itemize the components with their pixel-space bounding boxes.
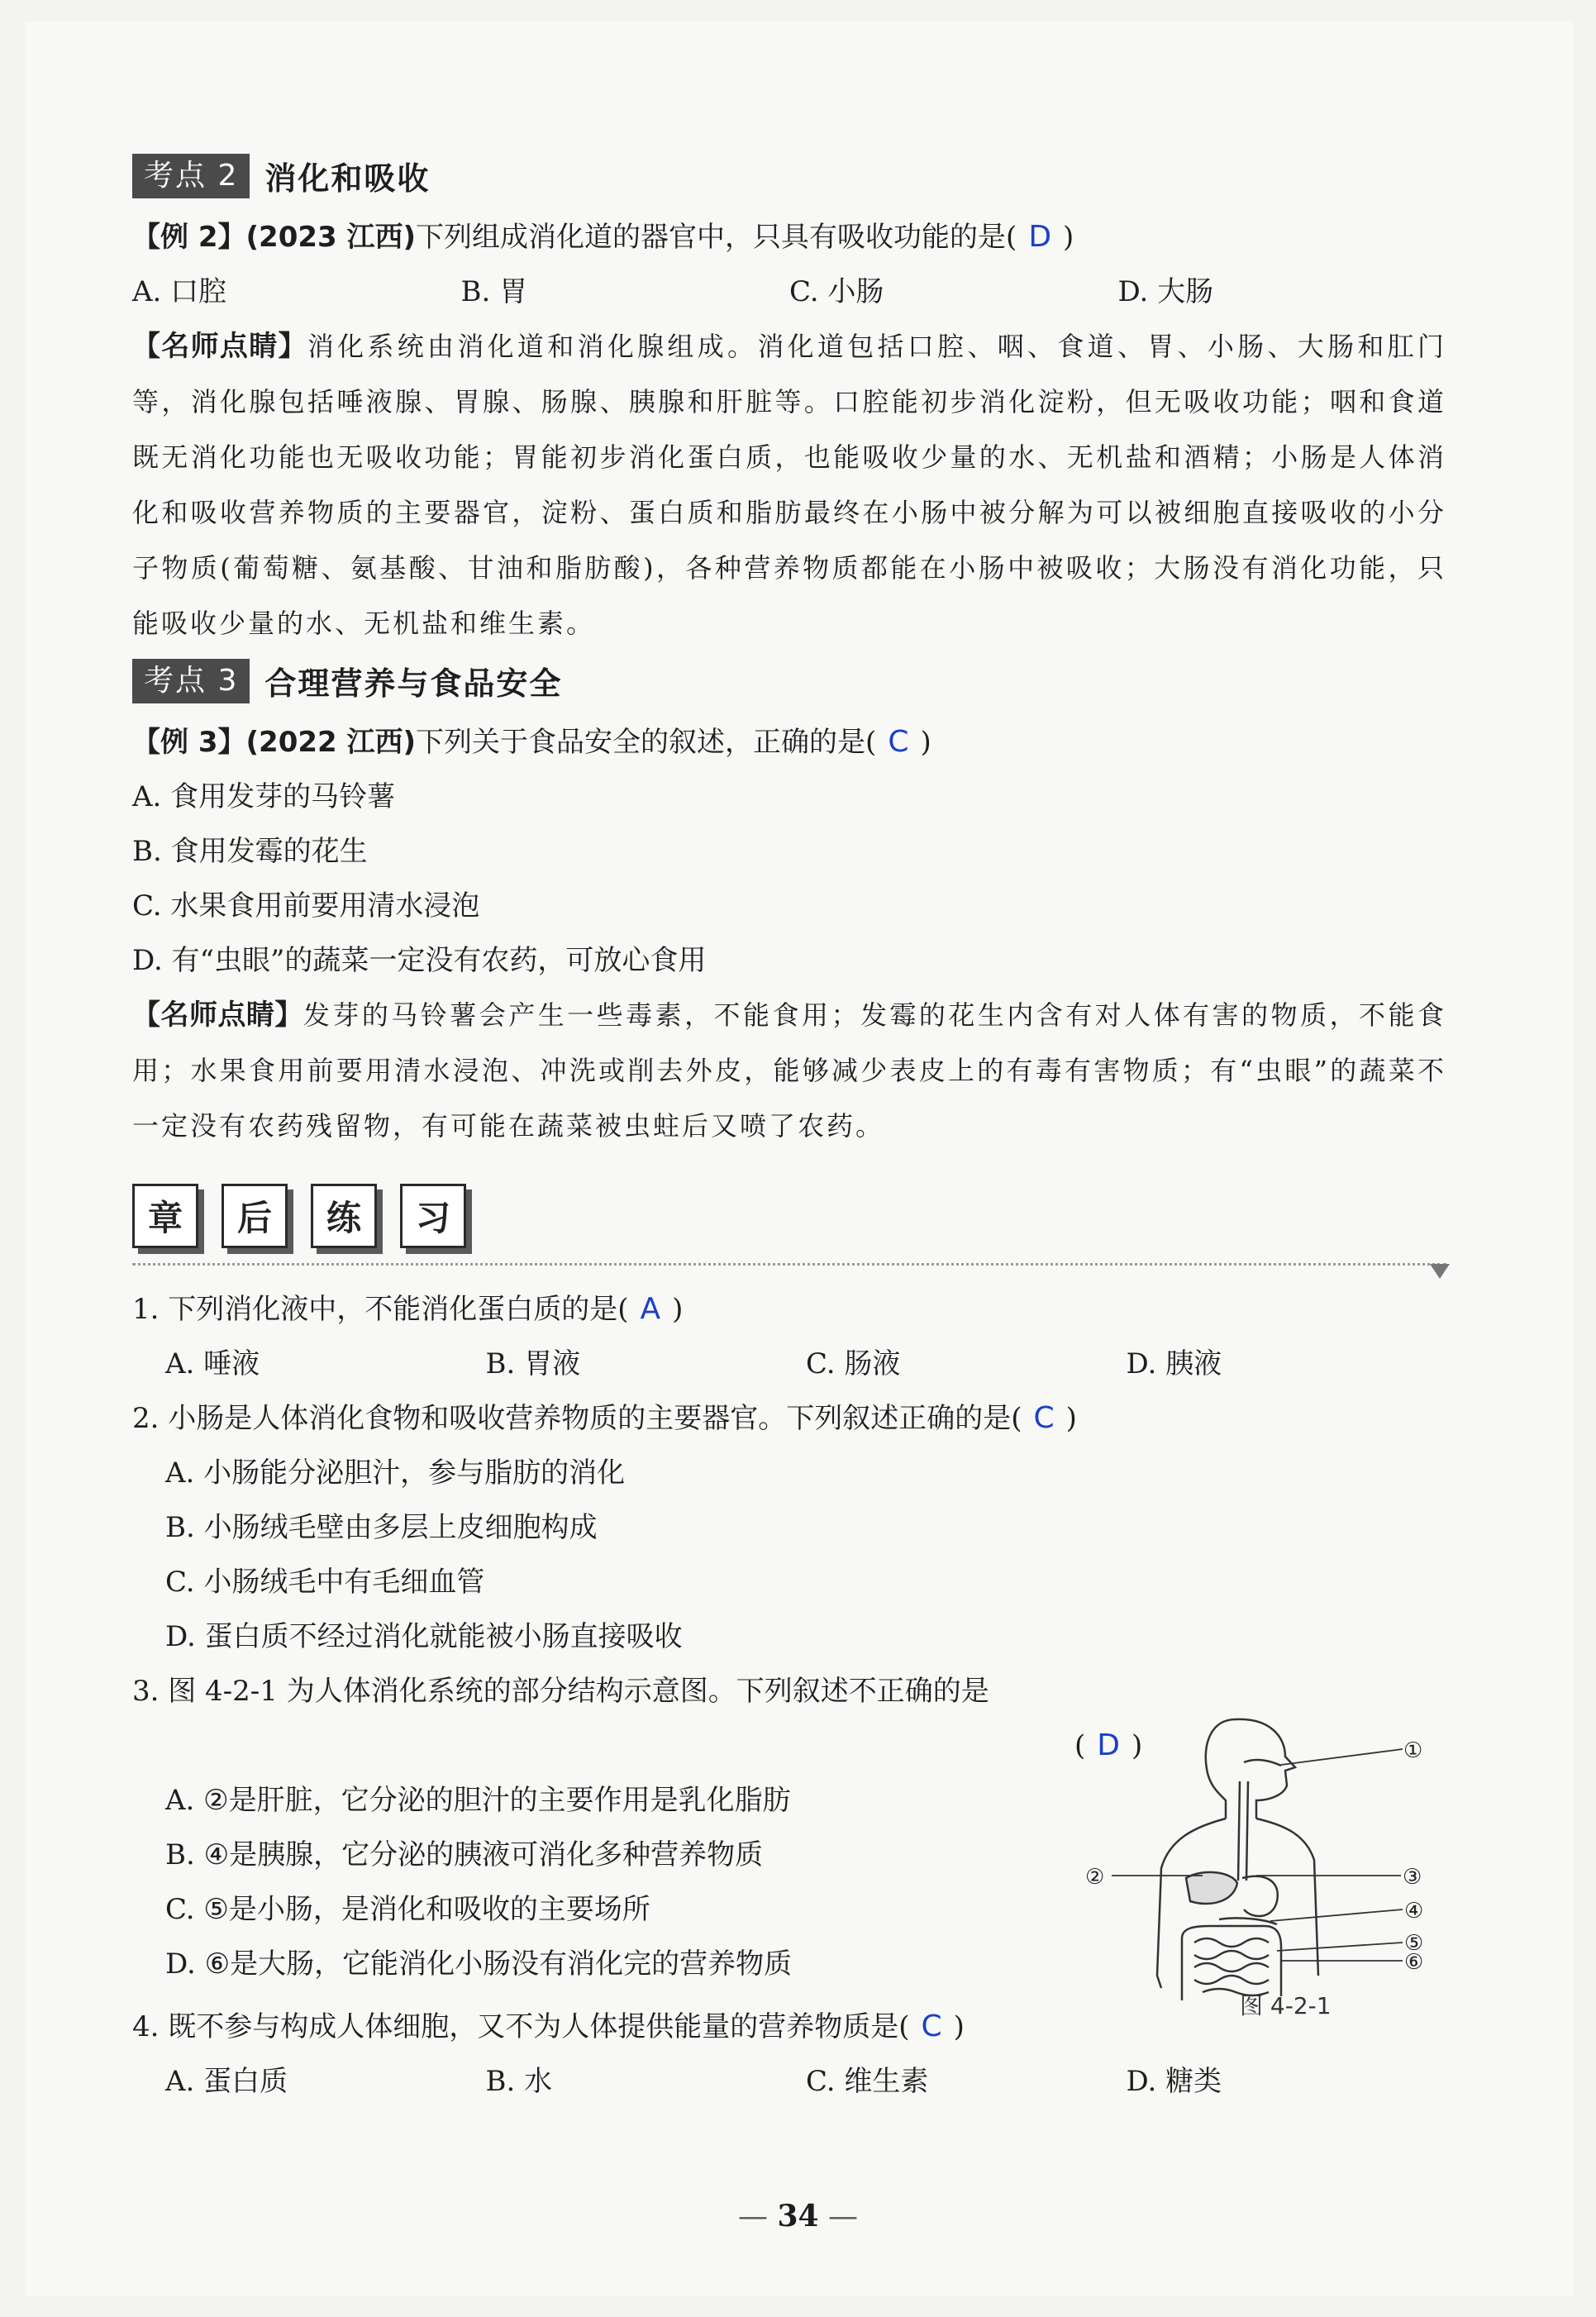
pancreas	[1219, 1918, 1277, 1924]
option: A. 小肠能分泌胆汁，参与脂肪的消化	[165, 1456, 626, 1490]
section-char: 练	[311, 1184, 377, 1248]
kaodian-3-header	[132, 658, 1446, 703]
option: C. 水果食用前要用清水浸泡	[132, 889, 480, 923]
liver	[1186, 1872, 1237, 1904]
teacher-note-2-label: 【名师点睛】	[132, 330, 307, 363]
option: B. 胃液	[485, 1347, 581, 1380]
small-intestine	[1194, 1938, 1269, 1995]
option: C. 肠液	[806, 1347, 901, 1380]
question-text: 2. 小肠是人体消化食物和吸收营养物质的主要器官。下列叙述正确的是(	[132, 1402, 1022, 1435]
esophagus	[1238, 1781, 1240, 1881]
example-3-stem	[132, 715, 1446, 770]
figure-label: ⑤	[1404, 1931, 1424, 1956]
example-3-label: 【例 3】	[132, 726, 246, 759]
question-2-stem	[132, 1391, 1446, 1446]
option: D. 大肠	[1117, 275, 1214, 308]
teacher-note-3-text: 发芽的马铃薯会产生一些毒素，不能食用；发霉的花生内含有对人体有害的物质，不能食用；水果食用前要用清水浸泡、冲洗或削去外皮，能够减少表皮上的有毒有害物质；有“虫眼”的蔬菜不一定没有农药残留物，有可能在蔬菜被虫蛀后又喷了农药。	[132, 999, 1447, 1142]
figure-label: ③	[1403, 1865, 1422, 1890]
chapter-exercise-header	[132, 1184, 1446, 1248]
question-answer: C	[921, 2009, 942, 2043]
teacher-note-2	[132, 319, 1446, 651]
kaodian-3-tag: 考点 3	[132, 659, 250, 703]
kaodian-2-tag: 考点 2	[132, 154, 250, 198]
option: D. 胰液	[1126, 1347, 1222, 1380]
mouth	[1244, 1760, 1281, 1766]
head-outline	[1206, 1719, 1236, 1819]
teacher-note-2-text: 消化系统由消化道和消化腺组成。消化道包括口腔、咽、食道、胃、小肠、大肠和肛门等，消化腺包括唾液腺、胃腺、肠腺、胰腺和肝脏等。口腔能初步消化淀粉，但无吸收功能；咽和食道既无消化功能也无吸收功能；胃能初步消化蛋白质，也能吸收少量的水、无机盐和酒精；小肠是人体消化和吸收营养物质的主要器官，淀粉、蛋白质和脂肪最终在小肠中被分解为可以被细胞直接吸收的小分子物质(葡萄糖、氨基酸、甘油和脂肪酸)，各种营养物质都能在小肠中被吸收；大肠没有消化功能，只能吸收少量的水、无机盐和维生素。	[132, 331, 1446, 639]
kaodian-2-title: 消化和吸收	[264, 160, 431, 197]
option: D. ⑥是大肠，它能消化小肠没有消化完的营养物质	[165, 1948, 793, 1981]
option: C. 小肠	[789, 275, 884, 308]
stomach	[1242, 1876, 1278, 1916]
kaodian-3-title: 合理营养与食品安全	[264, 665, 563, 702]
example-2-stem	[132, 210, 1446, 265]
figure-label: ①	[1403, 1738, 1423, 1763]
option: B. 小肠绒毛壁由多层上皮细胞构成	[165, 1511, 598, 1544]
option: D. 蛋白质不经过消化就能被小肠直接吸收	[165, 1620, 683, 1653]
option: D. 糖类	[1126, 2065, 1222, 2098]
question-answer: D	[1097, 1728, 1120, 1762]
question-text: 4. 既不参与构成人体细胞，又不为人体提供能量的营养物质是(	[132, 2010, 910, 2043]
question-answer: A	[640, 1292, 661, 1326]
figure-caption: 图 4-2-1	[1240, 1992, 1332, 2019]
question-answer: C	[1033, 1401, 1055, 1435]
option: B. ④是胰腺，它分泌的胰液可消化多种营养物质	[165, 1838, 764, 1871]
question-close: )	[672, 1293, 684, 1326]
example-3-source: (2022 江西)	[245, 726, 417, 759]
question-text: 3. 图 4-2-1 为人体消化系统的部分结构示意图。下列叙述不正确的是	[132, 1675, 989, 1708]
example-3-text: 下列关于食品安全的叙述，正确的是(	[416, 726, 877, 759]
option: C. 小肠绒毛中有毛细血管	[165, 1566, 485, 1599]
example-2-label: 【例 2】	[132, 221, 246, 254]
example-2-text: 下列组成消化道的器官中，只具有吸收功能的是(	[416, 221, 1017, 254]
teacher-note-3-label: 【名师点睛】	[132, 999, 303, 1032]
example-2-answer: D	[1028, 220, 1052, 254]
figure-label: ②	[1085, 1865, 1105, 1890]
figure-label: ⑥	[1404, 1950, 1424, 1975]
section-char: 习	[400, 1184, 466, 1248]
kaodian-2-header	[132, 153, 1446, 198]
option: C. 维生素	[806, 2065, 929, 2098]
teacher-note-3	[132, 988, 1446, 1154]
section-char: 章	[132, 1184, 198, 1248]
example-2-close: )	[1063, 221, 1074, 254]
option: B. 水	[485, 2065, 553, 2098]
example-3-close: )	[920, 726, 931, 759]
question-close: )	[1065, 1402, 1077, 1435]
option: A. 口腔	[132, 275, 227, 308]
question-1-options	[132, 1337, 1446, 1391]
option: B. 胃	[460, 275, 528, 308]
option: A. 唾液	[165, 1347, 260, 1380]
example-2-source: (2023 江西)	[245, 221, 417, 254]
question-text: 1. 下列消化液中，不能消化蛋白质的是(	[132, 1293, 629, 1326]
option: D. 有“虫眼”的蔬菜一定没有农药，可放心食用	[132, 944, 707, 977]
option: A. 蛋白质	[165, 2065, 288, 2098]
question-close: )	[1131, 1729, 1143, 1762]
example-3-answer: C	[888, 725, 909, 759]
face-outline	[1236, 1719, 1295, 1819]
dotted-divider	[132, 1263, 1446, 1266]
option: A. ②是肝脏，它分泌的胆汁的主要作用是乳化脂肪	[165, 1784, 791, 1817]
question-open: (	[1074, 1729, 1086, 1762]
figure-label: ④	[1404, 1899, 1424, 1924]
option: B. 食用发霉的花生	[132, 835, 368, 868]
triangle-icon	[1430, 1264, 1450, 1279]
question-close: )	[953, 2010, 965, 2043]
question-4-options	[132, 2054, 1446, 2109]
page-number: — 34 —	[0, 2199, 1596, 2234]
option: A. 食用发芽的马铃薯	[132, 780, 396, 813]
example-2-options	[132, 265, 1446, 319]
question-1-stem	[132, 1282, 1446, 1337]
option: C. ⑤是小肠，是消化和吸收的主要场所	[165, 1893, 650, 1926]
section-char: 后	[222, 1184, 288, 1248]
